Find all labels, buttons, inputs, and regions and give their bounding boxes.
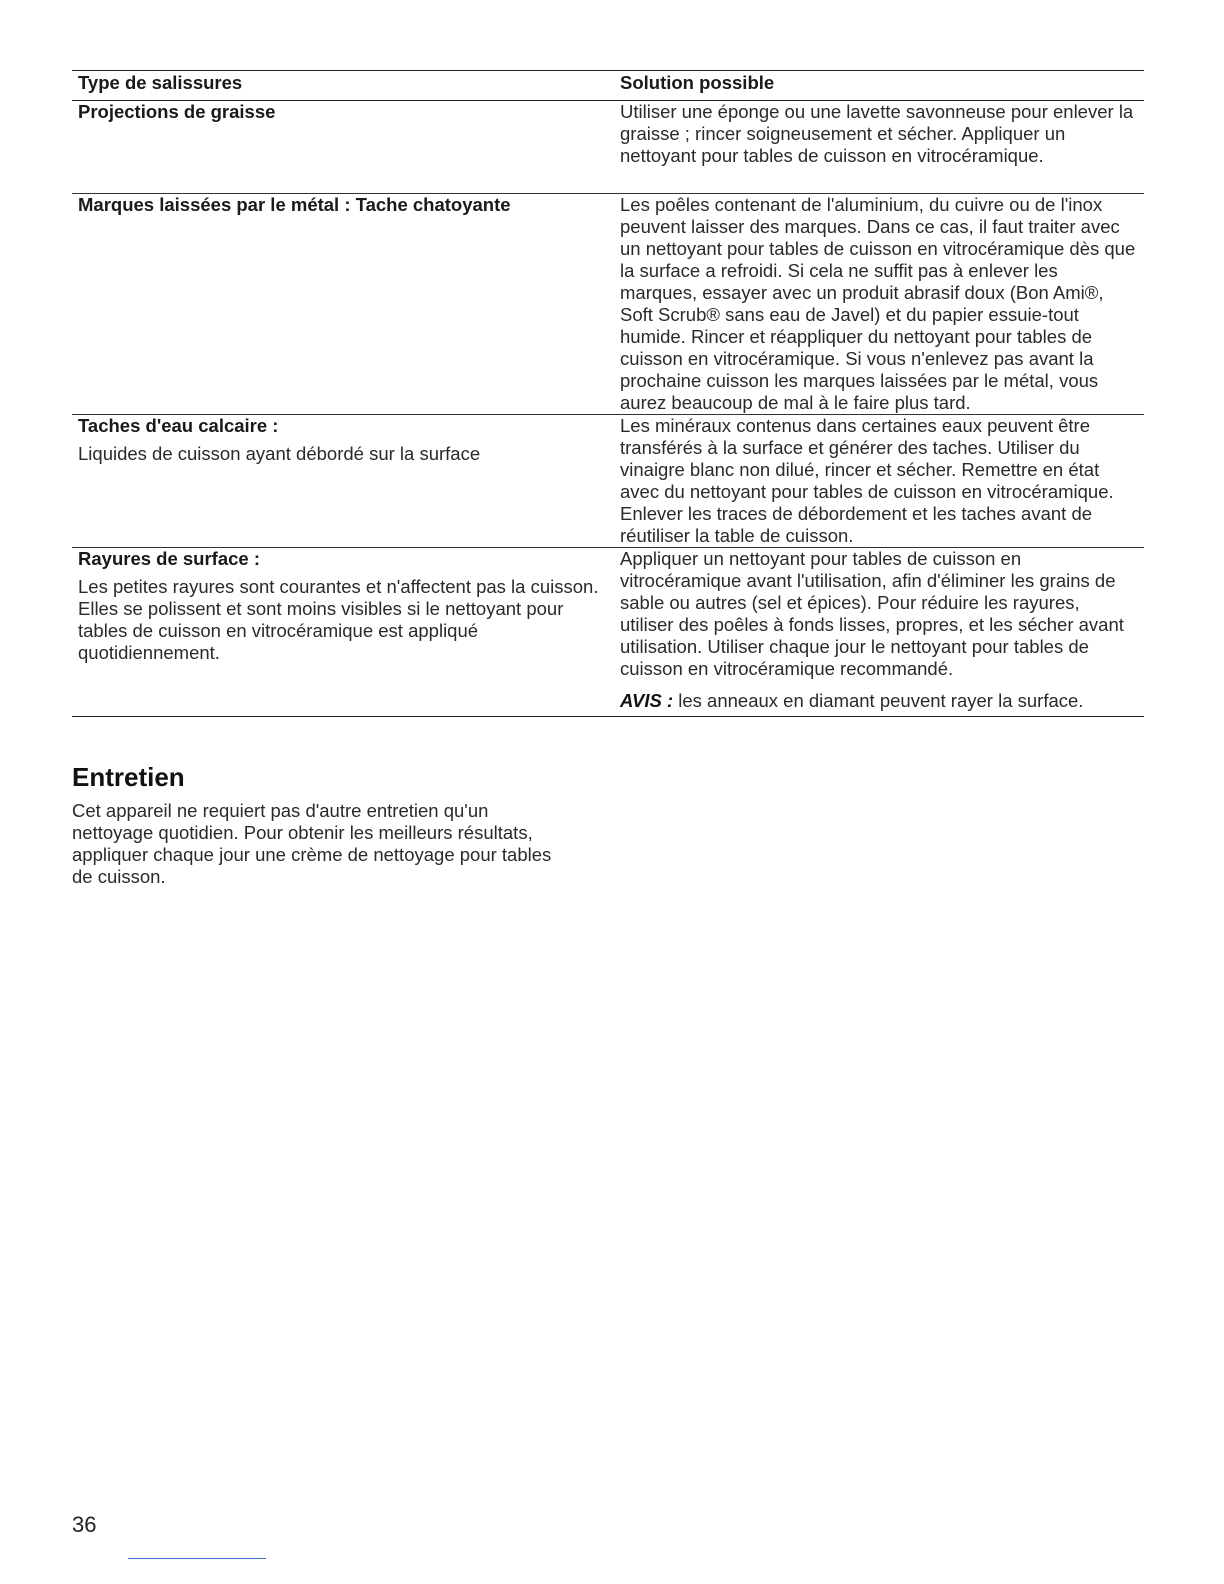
page-number: 36 xyxy=(72,1512,97,1537)
soil-type-description: Les petites rayures sont courantes et n'affectent pas la cuisson. Elles se polissent et sont moins visibles si le nettoyant pour tables de cuisson en vitrocéramique est appliqué quotidiennement. xyxy=(78,576,599,663)
solution-cell xyxy=(620,101,1144,194)
notice-label: AVIS : xyxy=(620,690,674,711)
soil-type-cell xyxy=(72,415,620,548)
cleaning-table xyxy=(72,70,1144,717)
solution-text: Les minéraux contenus dans certaines eaux peuvent être transférés à la surface et générer des taches. Utiliser du vinaigre blanc non dilué, rincer et sécher. Remettre en état avec du nettoyant pour tables de cuisson en vitrocéramique. Enlever les traces de débordement et les taches avant de réutiliser la table de cuisson. xyxy=(620,415,1114,546)
soil-type-title: Projections de graisse xyxy=(78,101,276,122)
header-type: Type de salissures xyxy=(72,71,620,101)
footer-rule xyxy=(128,1558,266,1559)
soil-type-cell xyxy=(72,548,620,717)
soil-type-description: Liquides de cuisson ayant débordé sur la surface xyxy=(78,443,481,464)
table-row xyxy=(72,194,1144,415)
solution-cell xyxy=(620,194,1144,415)
soil-type-cell xyxy=(72,194,620,415)
notice xyxy=(620,690,1136,716)
section-title: Entretien xyxy=(72,762,185,792)
solution-text: Appliquer un nettoyant pour tables de cuisson en vitrocéramique avant l'utilisation, afin d'éliminer les grains de sable ou autres (sel et épices). Pour réduire les rayures, utiliser des poêles à fonds lisses, propres, et les sécher avant utilisation. Utiliser chaque jour le nettoyant pour tables de cuisson en vitrocéramique recommandé. xyxy=(620,548,1124,679)
table-row xyxy=(72,548,1144,717)
table-row xyxy=(72,415,1144,548)
solution-text: Les poêles contenant de l'aluminium, du cuivre ou de l'inox peuvent laisser des marques. Dans ce cas, il faut traiter avec un nettoyant pour tables de cuisson en vitrocéramique dès que la surface a refroidi. Si cela ne suffit pas à enlever les marques, essayer avec un produit abrasif doux (Bon Ami®, Soft Scrub® sans eau de Javel) et du papier essuie-tout humide. Rincer et réappliquer du nettoyant pour tables de cuisson en vitrocéramique. Si vous n'enlevez pas avant la prochaine cuisson les marques laissées par le métal, vous aurez beaucoup de mal à le faire plus tard. xyxy=(620,194,1136,413)
solution-text: Utiliser une éponge ou une lavette savonneuse pour enlever la graisse ; rincer soigneusement et sécher. Appliquer un nettoyant pour tables de cuisson en vitrocéramique. xyxy=(620,101,1134,166)
section-body: Cet appareil ne requiert pas d'autre entretien qu'un nettoyage quotidien. Pour obtenir les meilleurs résultats, appliquer chaque jour une crème de nettoyage pour tables de cuisson. xyxy=(72,800,552,887)
soil-type-title: Taches d'eau calcaire : xyxy=(78,415,279,436)
soil-type-title: Rayures de surface : xyxy=(78,548,261,569)
soil-type-cell xyxy=(72,101,620,194)
table-row xyxy=(72,101,1144,194)
table-header xyxy=(72,71,1144,101)
soil-type-title: Marques laissées par le métal : Tache chatoyante xyxy=(78,194,511,215)
notice-text: les anneaux en diamant peuvent rayer la surface. xyxy=(678,690,1084,711)
header-solution: Solution possible xyxy=(620,71,1144,101)
solution-cell xyxy=(620,548,1144,717)
solution-cell xyxy=(620,415,1144,548)
